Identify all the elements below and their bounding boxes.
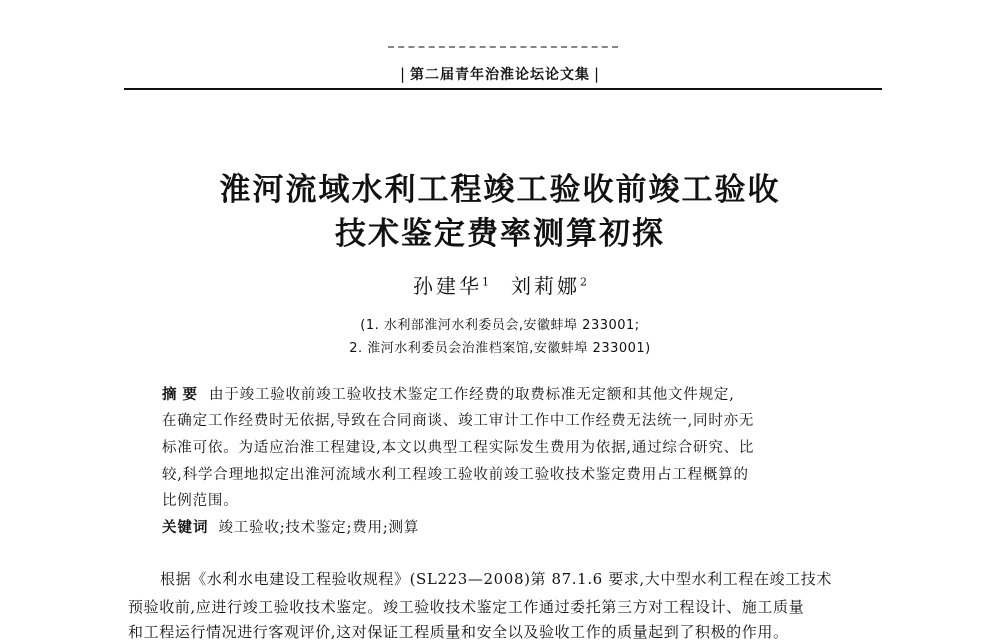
keywords-line: [162, 516, 852, 537]
keywords-text: 竣工验收;技术鉴定;费用;测算: [218, 520, 420, 536]
author-name: 孙建华: [413, 274, 482, 298]
author-affiliation-mark: 1: [482, 275, 489, 289]
abstract-line: 较,科学合理地拟定出淮河流域水利工程竣工验收前竣工验收技术鉴定费用占工程概算的: [162, 467, 749, 483]
abstract-line: 标准可依。为适应治淮工程建设,本文以典型工程实际发生费用为依据,通过综合研究、比: [162, 440, 755, 456]
author-affiliation-mark: 2: [580, 275, 587, 289]
abstract-line: 比例范围。: [162, 493, 239, 509]
body-paragraph-line: 和工程运行情况进行客观评价,这对保证工程质量和安全以及验收工作的质量起到了积极的作用。: [128, 623, 789, 641]
body-paragraph-line: 预验收前,应进行竣工验收技术鉴定。竣工验收技术鉴定工作通过委托第三方对工程设计、施工质量: [128, 598, 805, 616]
header-decoration: [388, 46, 618, 54]
header-bar-right: |: [594, 65, 601, 83]
paper-title-line-2: 技术鉴定费率测算初探: [335, 216, 665, 252]
affiliation-line: 2. 淮河水利委员会治淮档案馆,安徽蚌埠 233001): [349, 341, 651, 356]
abstract-text: 由于竣工验收前竣工验收技术鉴定工作经费的取费标准无定额和其他文件规定,: [209, 387, 735, 403]
running-header-text: 第二届青年治淮论坛论文集: [410, 67, 590, 83]
abstract-line: [162, 383, 852, 404]
affiliation-line: (1. 水利部淮河水利委员会,安徽蚌埠 233001;: [360, 318, 640, 333]
paper-title-line-1: 淮河流域水利工程竣工验收前竣工验收: [219, 172, 781, 208]
keywords-label: 关键词: [162, 520, 209, 536]
running-header: [0, 64, 1000, 84]
header-rule: [124, 88, 882, 90]
abstract-label: 摘要: [162, 387, 203, 403]
body-paragraph-line: 根据《水利水电建设工程验收规程》(SL223—2008)第 87.1.6 要求,大中型水利工程在竣工技术: [160, 570, 832, 588]
authors: [0, 270, 1000, 299]
header-bar-left: |: [399, 65, 406, 83]
author-name: 刘莉娜: [511, 274, 580, 298]
abstract-line: 在确定工作经费时无依据,导致在合同商谈、竣工审计工作中工作经费无法统一,同时亦无: [162, 413, 755, 429]
